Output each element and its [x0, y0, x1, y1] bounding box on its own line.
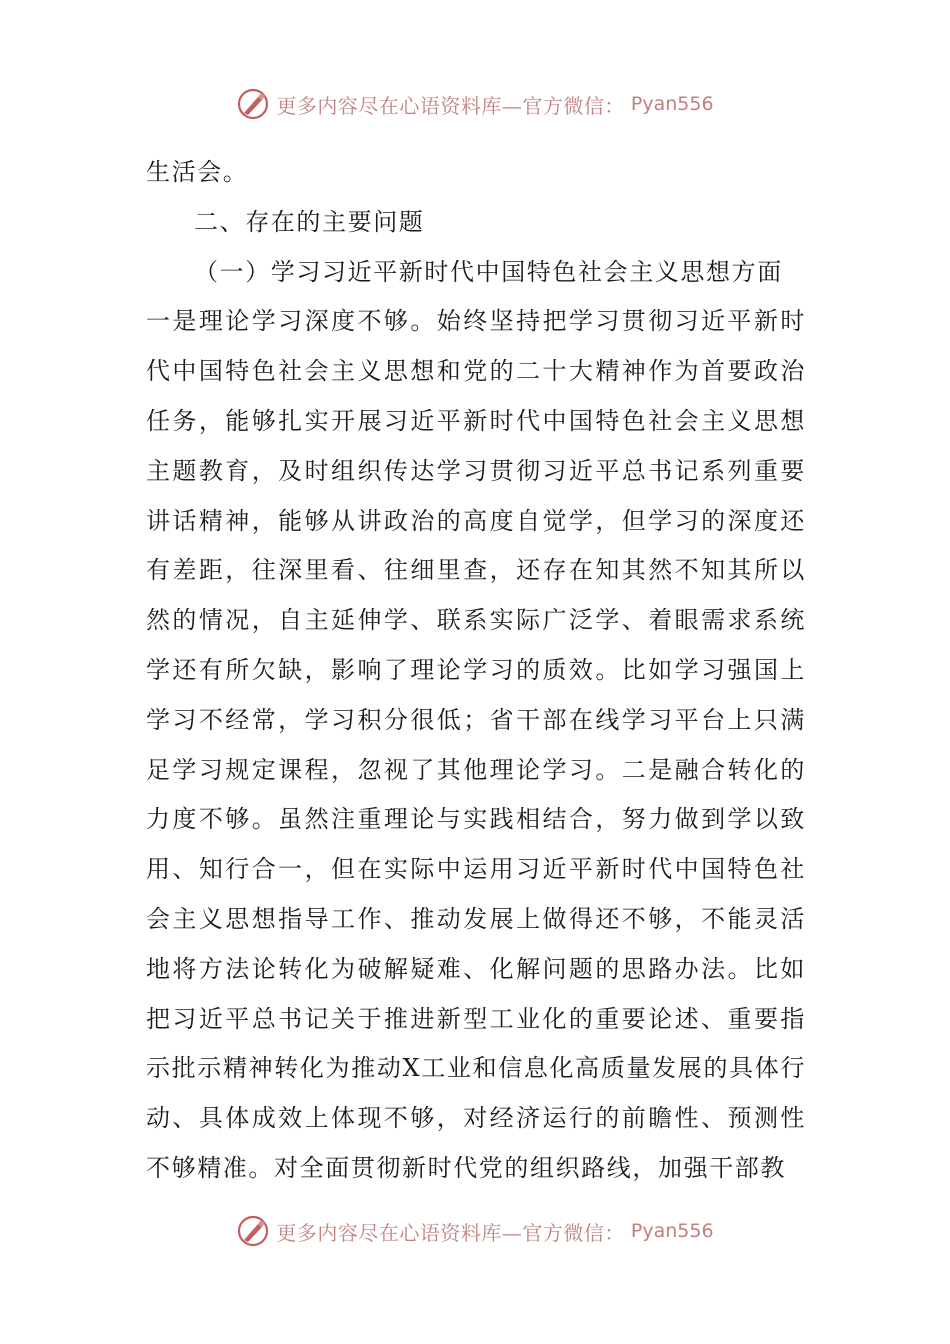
watermark-text: 更多内容尽在心语资料库—官方微信：	[276, 1220, 625, 1245]
header-watermark	[0, 84, 950, 124]
watermark-wechat-id: Pyan556	[630, 93, 714, 115]
pen-circle-icon	[236, 1214, 270, 1248]
watermark-wechat-id: Pyan556	[630, 1220, 714, 1242]
subsection-heading: （一）学习习近平新时代中国特色社会主义思想方面	[194, 257, 783, 286]
footer-watermark	[0, 1211, 950, 1251]
paragraph: 一是理论学习深度不够。始终坚持把学习贯彻习近平新时代中国特色社会主义思想和党的二十大精神作为首要政治任务，能够扎实开展习近平新时代中国特色社会主义思想主题教育，及时组织传达学习贯彻习近平总书记系列重要讲话精神，能够从讲政治的高度自觉学，但学习的深度还有差距，往深里看、往细里查，还存在知其然不知其所以然的情况，自主延伸学、联系实际广泛学、着眼需求系统学还有所欠缺，影响了理论学习的质效。比如学习强国上学习不经常，学习积分很低；省干部在线学习平台上只满足学习规定课程，忽视了其他理论学习。二是融合转化的力度不够。虽然注重理论与实践相结合，努力做到学以致用、知行合一，但在实际中运用习近平新时代中国特色社会主义思想指导工作、推动发展上做得还不够，不能灵活地将方法论转化为破解疑难、化解问题的思路办法。比如把习近平总书记关于推进新型工业化的重要论述、重要指示批示精神转化为推动X工业和信息化高质量发展的具体行动、具体成效上体现不够，对经济运行的前瞻性、预测性不够精准。对全面贯彻新时代党的组织路线，加强干部教	[146, 307, 806, 1182]
paragraph: 生活会。	[146, 158, 249, 186]
watermark-text: 更多内容尽在心语资料库—官方微信：	[276, 93, 625, 118]
section-heading: 二、存在的主要问题	[194, 207, 425, 236]
pen-circle-icon	[236, 87, 270, 121]
document-body	[146, 148, 806, 1194]
